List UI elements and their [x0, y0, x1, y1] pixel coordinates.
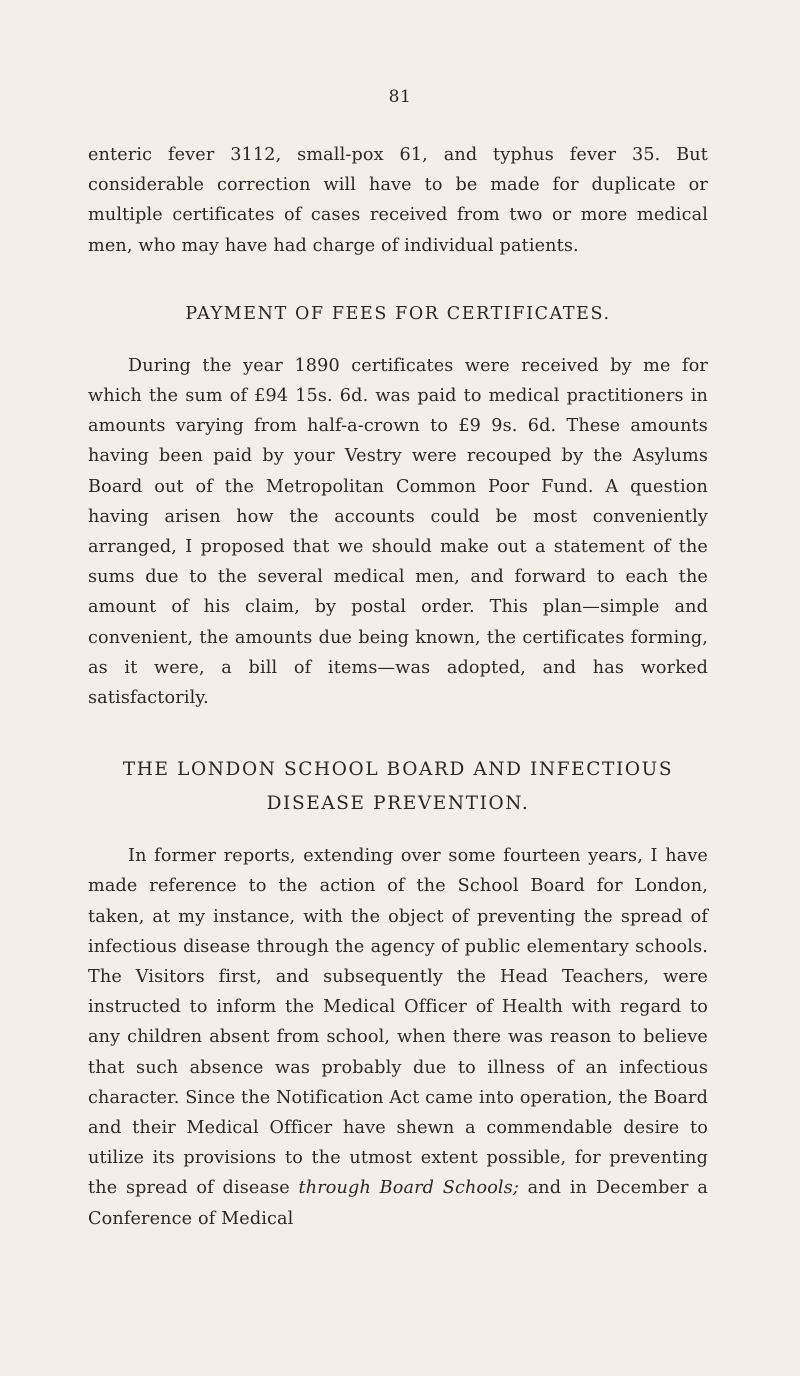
paragraph-payment-of-fees: During the year 1890 certificates were received by me for which the sum of £94 15s. 6d. was paid to medical practitioners in amounts varying from half-a-crown to £9 9s. 6d. These amounts having been paid by your Vestry were recouped by the Asylums Board out of the Metropolitan Common Poor Fund. A question having arisen how the accounts could be most conveniently arranged, I proposed that we should make out a statement of the sums due to the several medical men, and forward to each the amount of his claim, by postal order. This plan—simple and convenient, the amounts due being known, the certificates forming, as it were, a bill of items—was adopted, and has worked satisfactorily. [88, 355, 708, 709]
italic-through-board-schools: through Board Schools; [298, 1178, 519, 1199]
heading-school-board: THE LONDON SCHOOL BOARD AND INFECTIOUS DISEASE PREVENTION. [122, 759, 674, 815]
heading-payment-of-fees: PAYMENT OF FEES FOR CERTIFICATES. [185, 303, 611, 324]
paragraph-school-board-end: and in December a Conference of Medical [88, 1178, 708, 1229]
page-content [88, 140, 708, 1234]
page-number: 81 [388, 87, 412, 107]
paragraph-enteric-fever: enteric fever 3112, small-pox 61, and typhus fever 35. But considerable correction will have to be made for duplicate or multiple certificates of cases received from two or more medical men, who may have had charge of individual patients. [88, 145, 708, 256]
paragraph-school-board [88, 841, 708, 1234]
paragraph-school-board-text: In former reports, extending over some fourteen years, I have made reference to the action of the School Board for London, taken, at my instance, with the object of preventing the spread of infectious disease through the agency of public elementary schools. The Visitors first, and subsequently the Head Teachers, were instructed to inform the Medical Officer of Health with regard to any children absent from school, when there was reason to believe that such absence was probably due to illness of an infectious character. Since the Notification Act came into operation, the Board and their Medical Officer have shewn a commendable desire to utilize its provisions to the utmost extent possible, for preventing the spread of disease [88, 846, 708, 1199]
